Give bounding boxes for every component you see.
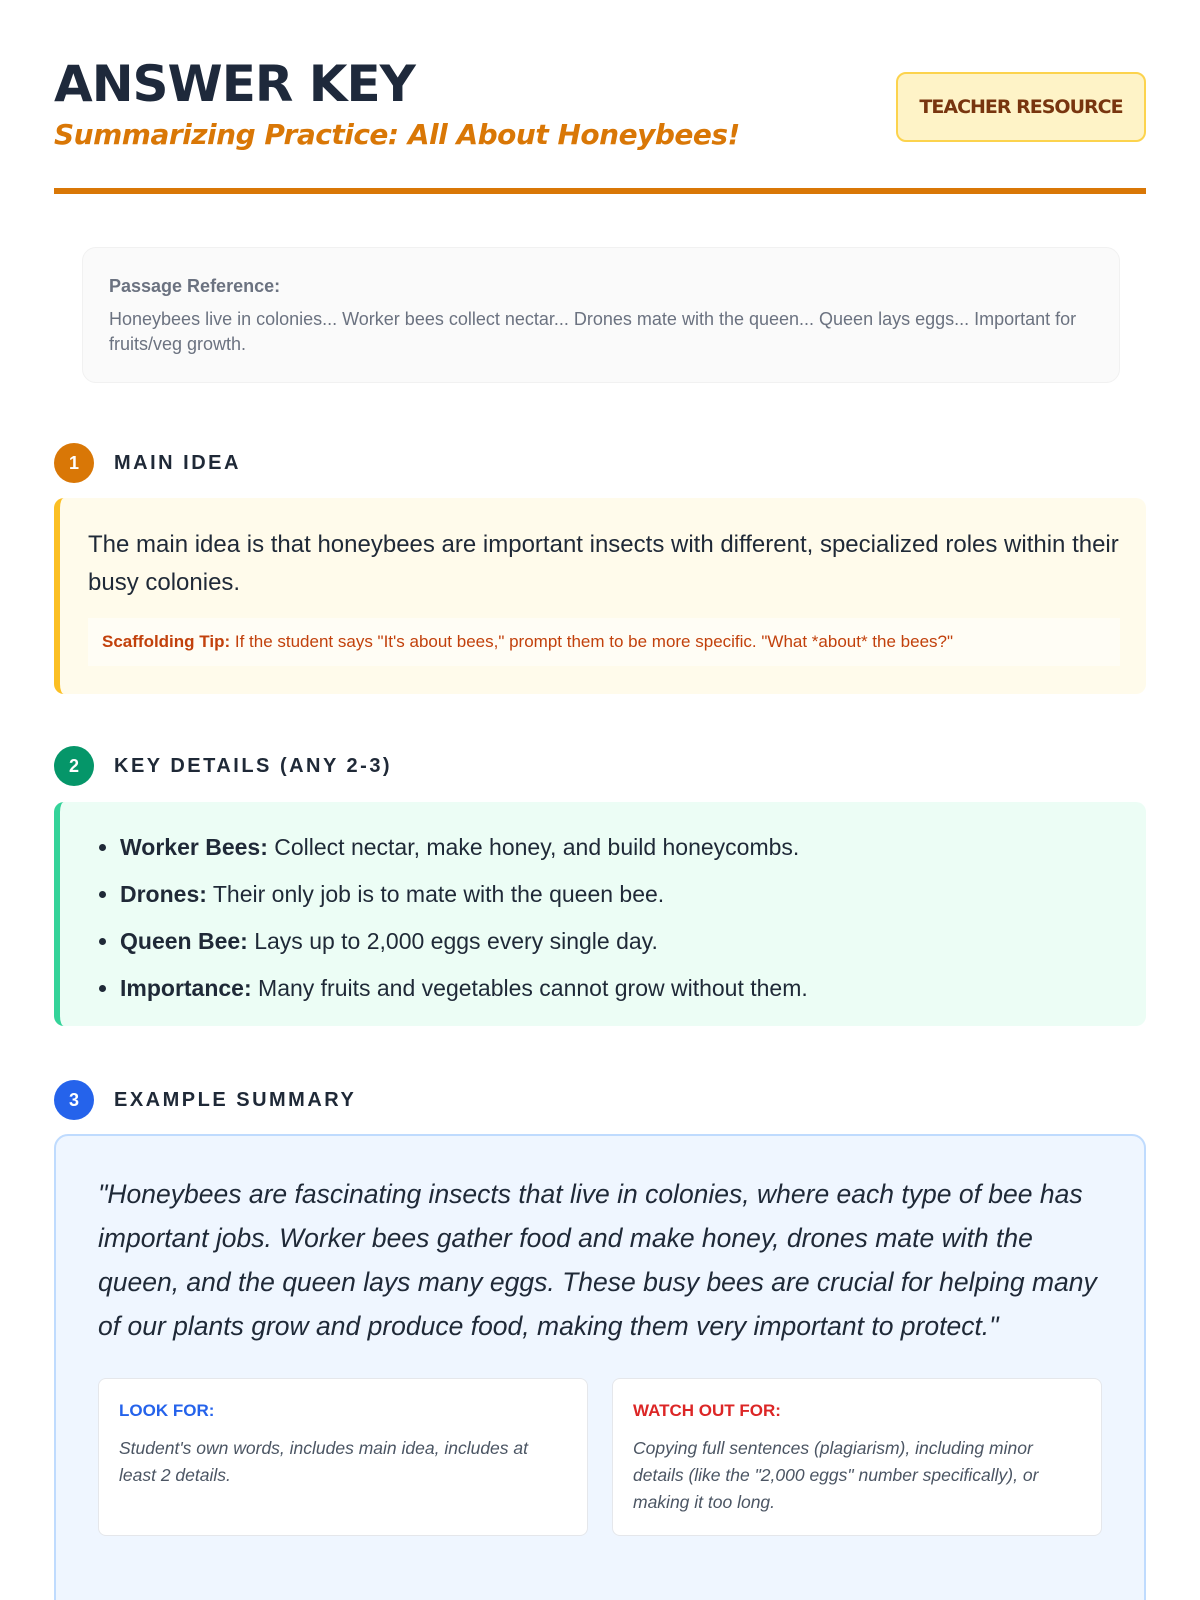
detail-text: Collect nectar, make honey, and build honeycombs. — [267, 834, 800, 860]
example-summary-box — [54, 1134, 1146, 1600]
list-item — [120, 824, 1120, 871]
tip-text: If the student says "It's about bees," prompt them to be more specific. "What *about* the bees?" — [230, 632, 954, 651]
section-title: KEY DETAILS (ANY 2-3) — [114, 754, 393, 777]
example-summary-quote: "Honeybees are fascinating insects that live in colonies, where each type of bee has important jobs. Worker bees gather food and make honey, drones mate with the queen, and the queen lays many eggs. These busy bees are crucial for helping many of our plants grow and produce food, making them very important to protect." — [98, 1179, 1097, 1341]
key-details-list — [120, 824, 1120, 1012]
detail-term: Worker Bees: — [120, 834, 268, 860]
look-for-title: LOOK FOR: — [119, 1401, 215, 1420]
main-idea-text: The main idea is that honeybees are important insects with different, specialized roles within their busy colonies. — [88, 531, 1119, 596]
detail-text: Their only job is to mate with the queen bee. — [206, 881, 665, 907]
section-key-details-header — [54, 746, 392, 786]
header — [54, 56, 1146, 194]
section-number-badge: 3 — [54, 1080, 94, 1120]
list-item — [120, 918, 1120, 965]
tip-label: Scaffolding Tip: — [102, 632, 231, 651]
main-idea-box — [54, 498, 1146, 694]
detail-term: Importance: — [120, 975, 252, 1001]
evaluation-cards — [98, 1378, 1102, 1536]
page-subtitle: Summarizing Practice: All About Honeybees! — [54, 118, 740, 151]
key-details-box — [54, 802, 1146, 1026]
passage-label: Passage Reference: — [109, 276, 281, 296]
list-item — [120, 965, 1120, 1012]
detail-text: Lays up to 2,000 eggs every single day. — [247, 928, 658, 954]
section-main-idea-header — [54, 443, 241, 483]
scaffolding-tip — [88, 618, 1120, 666]
section-title: EXAMPLE SUMMARY — [114, 1088, 357, 1111]
watch-out-title: WATCH OUT FOR: — [633, 1401, 781, 1420]
look-for-text: Student's own words, includes main idea, includes at least 2 details. — [119, 1438, 528, 1485]
detail-text: Many fruits and vegetables cannot grow without them. — [251, 975, 808, 1001]
watch-out-card — [612, 1378, 1102, 1536]
passage-reference — [82, 247, 1120, 383]
passage-text: Honeybees live in colonies... Worker bees collect nectar... Drones mate with the queen... Queen lays eggs... Important for fruits/veg growth. — [109, 309, 1077, 354]
list-item — [120, 871, 1120, 918]
section-title: MAIN IDEA — [114, 451, 241, 474]
section-number-badge: 1 — [54, 443, 94, 483]
section-example-summary-header — [54, 1080, 356, 1120]
look-for-card — [98, 1378, 588, 1536]
detail-term: Drones: — [120, 881, 207, 907]
teacher-resource-badge: TEACHER RESOURCE — [896, 72, 1146, 142]
page-title: ANSWER KEY — [54, 55, 415, 113]
detail-term: Queen Bee: — [120, 928, 248, 954]
watch-out-text: Copying full sentences (plagiarism), including minor details (like the "2,000 eggs" number specifically), or making it too long. — [633, 1438, 1039, 1512]
section-number-badge: 2 — [54, 746, 94, 786]
